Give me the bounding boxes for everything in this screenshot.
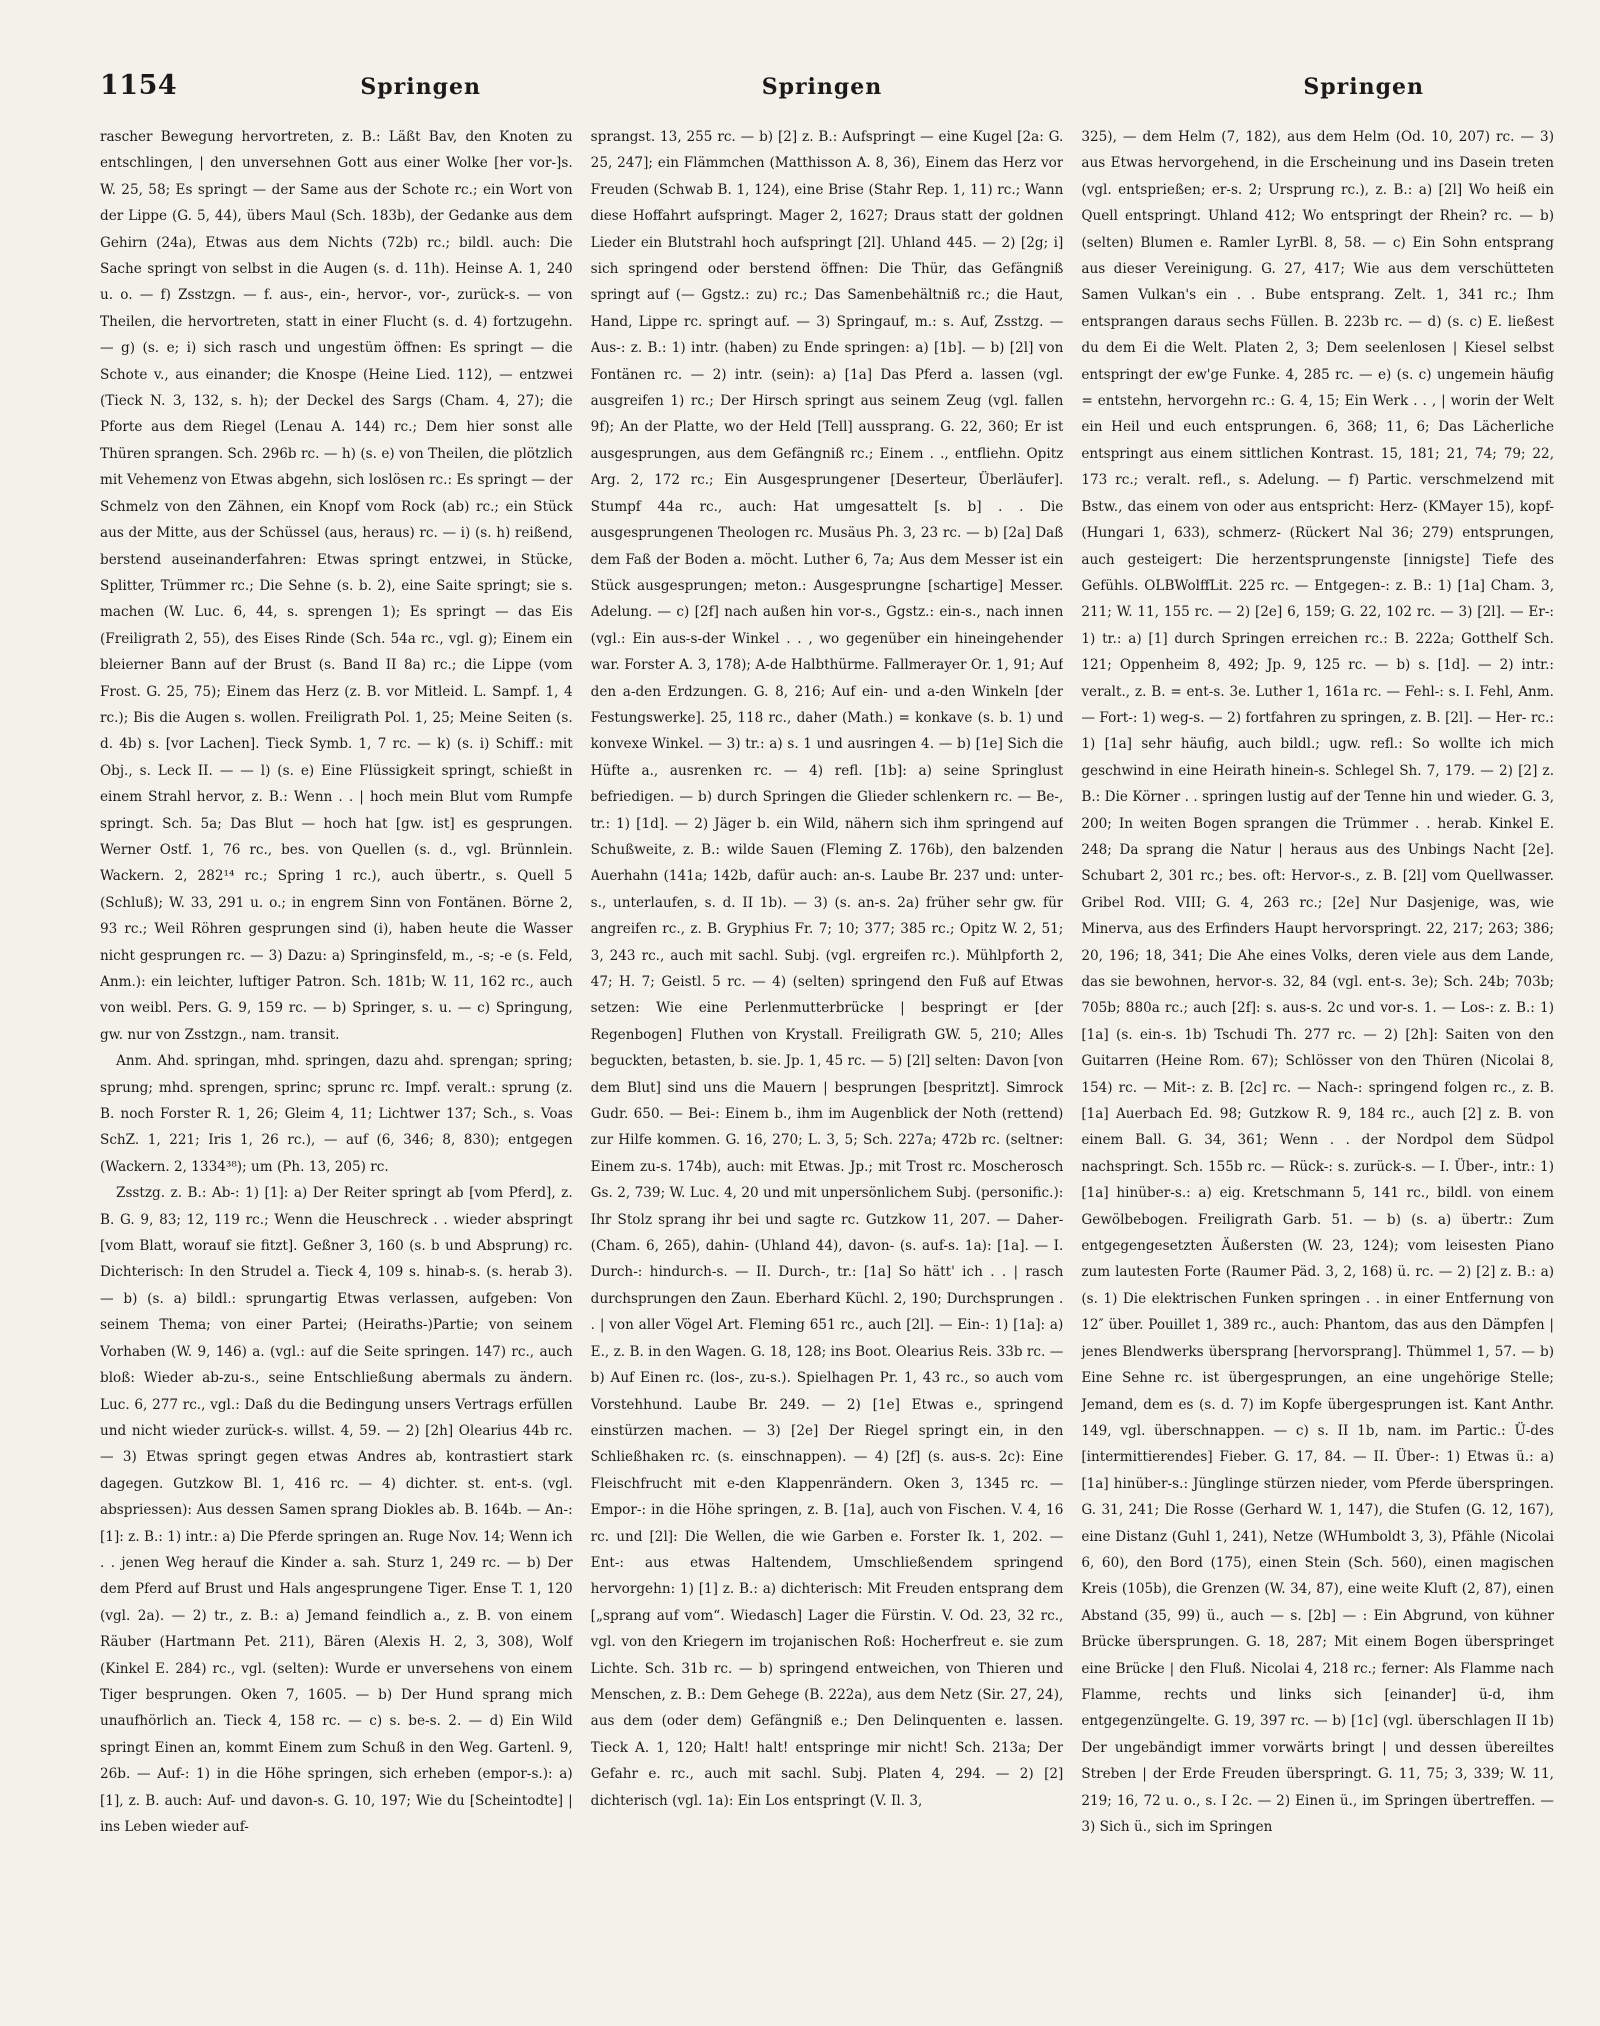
running-head-right: Springen: [1303, 74, 1424, 100]
running-head-center: Springen: [761, 74, 883, 100]
page-header: [100, 70, 1554, 110]
entry-paragraph: Anm. Ahd. springan, mhd. springen, dazu ahd. sprengan; spring; sprung; mhd. sprengen, sprinc; sprunc rc. Impf. veralt.: sprung (z. B. noch Forster R. 1, 26; Gleim 4, 11; Lichtwer 137; Sch., s. Voas SchZ. 1, 221; Iris 1, 26 rc.), — auf (6, 346; 8, 830); entgegen (Wackern. 2, 1334³⁸); um (Ph. 13, 205) rc.: [100, 1053, 573, 1175]
entry-paragraph: rascher Bewegung hervortreten, z. B.: Läßt Bav, den Knoten zu entschlingen, | den unversehnen Gott aus einer Wolke [her vor-]s. W. 25, 58; Es springt — der Same aus der Schote rc.; ein Wort von der Lippe (G. 5, 44), übers Maul (Sch. 183b), der Gedanke aus dem Gehirn (24a), Etwas aus dem Nichts (72b) rc.; bildl. auch: Die Sache springt von selbst in die Augen (s. d. 11h). Heinse A. 1, 240 u. o. — f) Zsstzgn. — f. aus-, ein-, hervor-, vor-, zurück-s. — von Theilen, die hervortreten, statt in einer Flucht (s. d. 4) fortzugehn. — g) (s. e; i) sich rasch und ungestüm öffnen: Es springt — die Schote v., aus einander; die Knospe (Heine Lied. 112), — entzwei (Tieck N. 3, 132, s. h); der Deckel des Sargs (Cham. 4, 27); die Pforte aus dem Riegel (Lenau A. 144) rc.; Dem hier sonst alle Thüren sprangen. Sch. 296b rc. — h) (s. e) von Theilen, die plötzlich mit Vehemenz von Etwas abgehn, sich loslösen rc.: Es springt — der Schmelz von den Zähnen, ein Knopf vom Rock (ab) rc.; ein Stück aus der Mitte, aus der Schüssel (aus, heraus) rc. — i) (s. h) reißend, berstend auseinanderfahren: Etwas springt entzwei, in Stücke, Splitter, Trümmer rc.; Die Sehne (s. b. 2), eine Saite springt; sie s. machen (W. Luc. 6, 44, s. sprengen 1); Es springt — das Eis (Freiligrath 2, 55), des Eises Rinde (Sch. 54a rc., vgl. g); Einem ein bleierner Bann auf der Brust (s. Band II 8a) rc.; die Lippe (vom Frost. G. 25, 75); Einem das Herz (z. B. vor Mitleid. L. Sampf. 1, 4 rc.); Bis die Augen s. wollen. Freiligrath Pol. 1, 25; Meine Seiten (s. d. 4b) s. [vor Lachen]. Tieck Symb. 1, 7 rc. — k) (s. i) Schiff.: mit Obj., s. Leck II. — — l) (s. e) Eine Flüssigkeit springt, schießt in einem Strahl hervor, z. B.: Wenn . . | hoch mein Blut vom Rumpfe springt. Sch. 5a; Das Blut — hoch hat [gw. ist] es gesprungen. Werner Ostf. 1, 76 rc., bes. von Quellen (s. d., vgl. Brünnlein. Wackern. 2, 282¹⁴ rc.; Spring 1 rc.), auch übertr., s. Quell 5 (Schluß); W. 33, 291 u. o.; in engrem Sinn von Fontänen. Börne 2, 93 rc.; Weil Röhren gesprungen sind (i), haben heute die Wasser nicht gesprungen rc. — 3) Dazu: a) Springinsfeld, m., -s; -e (s. Feld, Anm.): ein leichter, luftiger Patron. Sch. 181b; W. 11, 162 rc., auch von weibl. Pers. G. 9, 159 rc. — b) Springer, s. u. — c) Springung, gw. nur von Zsstzgn., nam. transit.: [100, 129, 573, 1043]
column-middle: [591, 124, 1064, 2024]
page-number: 1154: [100, 70, 178, 101]
running-head-left: Springen: [360, 74, 481, 100]
entry-paragraph: Zsstzg. z. B.: Ab-: 1) [1]: a) Der Reiter springt ab [vom Pferd], z. B. G. 9, 83; 12, 119 rc.; Wenn die Heuschreck . . wieder abspringt [vom Blatt, worauf sie fitzt]. Geßner 3, 160 (s. b und Absprung) rc. Dichterisch: In den Strudel a. Tieck 4, 109 s. hinab-s. (s. herab 3). — b) (s. a) bildl.: sprungartig Etwas verlassen, aufgeben: Von seinem Thema; von einer Partei; (Heiraths-)Partie; von seinem Vorhaben (W. 9, 146) a. (vgl.: auf die Seite springen. 147) rc., auch bloß: Wieder ab-zu-s., seine Entschließung abermals zu ändern. Luc. 6, 277 rc., vgl.: Daß du die Bedingung unsers Vertrags erfüllen und nicht wieder zurück-s. willst. 4, 59. — 2) [2h] Olearius 44b rc. — 3) Etwas springt gegen etwas Andres ab, kontrastiert stark dagegen. Gutzkow Bl. 1, 416 rc. — 4) dichter. st. ent-s. (vgl. abspriessen): Aus dessen Samen sprang Diokles ab. B. 164b. — An-: [1]: z. B.: 1) intr.: a) Die Pferde springen an. Ruge Nov. 14; Wenn ich . . jenen Weg herauf die Kinder a. sah. Sturz 1, 249 rc. — b) Der dem Pferd auf Brust und Hals angesprungene Tiger. Ense T. 1, 120 (vgl. 2a). — 2) tr., z. B.: a) Jemand feindlich a., z. B. von einem Räuber (Hartmann Pet. 211), Bären (Alexis H. 2, 3, 308), Wolf (Kinkel E. 284) rc., vgl. (selten): Wurde er unversehens von einem Tiger besprungen. Oken 7, 1605. — b) Der Hund sprang mich unaufhörlich an. Tieck 4, 158 rc. — c) s. be-s. 2. — d) Ein Wild springt Einen an, kommt Einem zum Schuß in den Weg. Gartenl. 9, 26b. — Auf-: 1) in die Höhe springen, sich erheben (empor-s.): a) [1], z. B. auch: Auf- und davon-s. G. 10, 197; Wie du [Scheintodte] | ins Leben wieder auf-: [100, 1185, 573, 1835]
text-columns: [100, 124, 1554, 2024]
column-right: [1081, 124, 1554, 2024]
entry-paragraph: 325), — dem Helm (7, 182), aus dem Helm (Od. 10, 207) rc. — 3) aus Etwas hervorgehend, in die Erscheinung und ins Dasein treten (vgl. entsprießen; er-s. 2; Ursprung rc.), z. B.: a) [2l] Wo heiß ein Quell entspringt. Uhland 412; Wo entspringt der Rhein? rc. — b) (selten) Blumen e. Ramler LyrBl. 8, 58. — c) Ein Sohn entsprang aus dieser Vereinigung. G. 27, 417; Wie aus dem verschütteten Samen Vulkan's ein . . Bube entsprang. Zelt. 1, 341 rc.; Ihm entsprangen daraus sechs Füllen. B. 223b rc. — d) (s. c) E. ließest du dem Ei die Welt. Platen 2, 3; Dem seelenlosen | Kiesel selbst entspringt der ew'ge Funke. 4, 285 rc. — e) (s. c) ungemein häufig = entstehn, hervorgehn rc.: G. 4, 15; Ein Werk . . , | worin der Welt ein Heil und euch entsprungen. 6, 368; 11, 6; Das Lächerliche entspringt aus einem sittlichen Kontrast. 15, 181; 21, 74; 79; 22, 173 rc.; veralt. refl., s. Adelung. — f) Partic. verschmelzend mit Bstw., das einem von oder aus entspricht: Herz- (KMayer 15), kopf- (Hungari 1, 633), schmerz- (Rückert Nal 36; 279) entsprungen, auch gesteigert: Die herzentsprungenste [innigste] Tiefe des Gefühls. OLBWolffLit. 225 rc. — Entgegen-: z. B.: 1) [1a] Cham. 3, 211; W. 11, 155 rc. — 2) [2e] 6, 159; G. 22, 102 rc. — 3) [2l]. — Er-: 1) tr.: a) [1] durch Springen erreichen rc.: B. 222a; Gotthelf Sch. 121; Oppenheim 8, 492; Jp. 9, 125 rc. — b) s. [1d]. — 2) intr.: veralt., z. B. = ent-s. 3e. Luther 1, 161a rc. — Fehl-: s. I. Fehl, Anm. — Fort-: 1) weg-s. — 2) fortfahren zu springen, z. B. [2l]. — Her- rc.: 1) [1a] sehr häufig, auch bildl.; ugw. refl.: So wollte ich mich geschwind in eine Heirath hinein-s. Schlegel Sh. 7, 179. — 2) [2] z. B.: Die Körner . . springen lustig auf der Tenne hin und wieder. G. 3, 200; In weiten Bogen sprangen die Trümmer . . herab. Kinkel E. 248; Da sprang die Natur | heraus aus des Unbings Nacht [2e]. Schubart 2, 301 rc.; bes. oft: Hervor-s., z. B. [2l] vom Quellwasser. Gribel Rod. VIII; G. 4, 263 rc.; [2e] Nur Dasjenige, was, wie Minerva, aus des Erfinders Haupt hervorspringt. 22, 217; 263; 386; 20, 196; 18, 341; Die Ahe eines Volks, deren viele aus dem Lande, das sie bewohnen, hervor-s. 32, 84 (vgl. ent-s. 3e); Sch. 24b; 703b; 705b; 880a rc.; auch [2f]: s. aus-s. 2c und vor-s. 1. — Los-: z. B.: 1) [1a] (s. ein-s. 1b) Tschudi Th. 277 rc. — 2) [2h]: Saiten von den Guitarren (Heine Rom. 67); Schlösser von den Thüren (Nicolai 8, 154) rc. — Mit-: z. B. [2c] rc. — Nach-: springend folgen rc., z. B. [1a] Auerbach Ed. 98; Gutzkow R. 9, 184 rc., auch [2] z. B. von einem Ball. G. 34, 361; Wenn . . der Nordpol dem Südpol nachspringt. Sch. 155b rc. — Rück-: s. zurück-s. — I. Über-, intr.: 1) [1a] hinüber-s.: a) eig. Kretschmann 5, 141 rc., bildl. von einem Gewölbebogen. Freiligrath Garb. 51. — b) (s. a) übertr.: Zum entgegengesetzten Äußersten (W. 23, 124); vom leisesten Piano zum lautesten Forte (Raumer Päd. 3, 2, 168) ü. rc. — 2) [2] z. B.: a) (s. 1) Die elektrischen Funken springen . . in einer Entfernung von 12″ über. Pouillet 1, 389 rc., auch: Phantom, das aus den Dämpfen | jenes Blendwerks übersprang [hervorsprang]. Thümmel 1, 57. — b) Eine Sehne rc. ist übergesprungen, an eine ungehörige Stelle; Jemand, dem es (s. d. 7) im Kopfe übergesprungen ist. Kant Anthr. 149, vgl. überschnappen. — c) s. II 1b, nam. im Partic.: Ü-des [intermittierendes] Fieber. G. 17, 84. — II. Über-: 1) Etwas ü.: a) [1a] hinüber-s.: Jünglinge stürzen nieder, vom Pferde überspringen. G. 31, 241; Die Rosse (Gerhard W. 1, 147), die Stufen (G. 12, 167), eine Distanz (Guhl 1, 241), Netze (WHumboldt 3, 3), Pfähle (Nicolai 6, 60), den Bord (175), einen Stein (Sch. 560), einen magischen Kreis (105b), die Grenzen (W. 34, 87), eine weite Kluft (2, 87), einen Abstand (35, 99) ü., auch — s. [2b] — : Ein Abgrund, von kühner Brücke übersprungen. G. 18, 287; Mit einem Bogen überspringet eine Brücke | den Fluß. Nicolai 4, 218 rc.; ferner: Als Flamme nach Flamme, rechts und links sich [einander] ü-d, ihm entgegenzüngelte. G. 19, 397 rc. — b) [1c] (vgl. überschlagen II 1b) Der ungebändigt immer vorwärts bringt | und dessen übereiltes Streben | der Erde Freuden überspringt. G. 11, 75; 3, 339; W. 11, 219; 16, 72 u. o., s. I 2c. — 2) Einen ü., im Springen übertreffen. — 3) Sich ü., sich im Springen: [1081, 129, 1555, 1835]
column-left: [100, 124, 573, 2024]
entry-paragraph: sprangst. 13, 255 rc. — b) [2] z. B.: Aufspringt — eine Kugel [2a: G. 25, 247]; ein Flämmchen (Matthisson A. 8, 36), Einem das Herz vor Freuden (Schwab B. 1, 124), eine Brise (Stahr Rep. 1, 11) rc.; Wann diese Hoffahrt aufspringt. Mager 2, 1627; Draus statt der goldnen Lieder ein Blutstrahl hoch aufspringt [2l]. Uhland 445. — 2) [2g; i] sich springend oder berstend öffnen: Die Thür, das Gefängniß springt auf (— Ggstz.: zu) rc.; Das Samenbehältniß rc.; die Haut, Hand, Lippe rc. springt auf. — 3) Springauf, m.: s. Auf, Zsstzg. — Aus-: z. B.: 1) intr. (haben) zu Ende springen: a) [1b]. — b) [2l] von Fontänen rc. — 2) intr. (sein): a) [1a] Das Pferd a. lassen (vgl. ausgreifen 1) rc.; Der Hirsch springt aus seinem Zeug (vgl. fallen 9f); An der Platte, wo der Held [Tell] aussprang. G. 22, 360; Er ist ausgesprungen, aus dem Gefängniß rc.; Einem . ., entfliehn. Opitz Arg. 2, 172 rc.; Ein Ausgesprungener [Deserteur, Überläufer]. Stumpf 44a rc., auch: Hat umgesattelt [s. b] . . Die ausgesprungenen Theologen rc. Musäus Ph. 3, 23 rc. — b) [2a] Daß dem Faß der Boden a. möcht. Luther 6, 7a; Aus dem Messer ist ein Stück ausgesprungen; meton.: Ausgesprungne [schartige] Messer. Adelung. — c) [2f] nach außen hin vor-s., Ggstz.: ein-s., nach innen (vgl.: Ein aus-s-der Winkel . . , wo gegenüber ein hineingehender war. Forster A. 3, 178); A-de Halbthürme. Fallmerayer Or. 1, 91; Auf den a-den Erdzungen. G. 8, 216; Auf ein- und a-den Winkeln [der Festungswerke]. 25, 118 rc., daher (Math.) = konkave (s. b. 1) und konvexe Winkel. — 3) tr.: a) s. 1 und ausringen 4. — b) [1e] Sich die Hüfte a., ausrenken rc. — 4) refl. [1b]: a) seine Springlust befriedigen. — b) durch Springen die Glieder schlenkern rc. — Be-, tr.: 1) [1d]. — 2) Jäger b. ein Wild, nähern sich ihm springend auf Schußweite, z. B.: wilde Sauen (Fleming Z. 176b), den balzenden Auerhahn (141a; 142b, dafür auch: an-s. Laube Br. 237 und: unter-s., unterlaufen, s. d. II 1b). — 3) (s. an-s. 2a) früher sehr gw. für angreifen rc., z. B. Gryphius Fr. 7; 10; 377; 385 rc.; Opitz W. 2, 51; 3, 243 rc., auch mit sachl. Subj. (vgl. ergreifen rc.). Mühlpforth 2, 47; H. 7; Geistl. 5 rc. — 4) (selten) springend den Fuß auf Etwas setzen: Wie eine Perlenmutterbrücke | bespringt er [der Regenbogen] Fluthen von Krystall. Freiligrath GW. 5, 210; Alles beguckten, betasten, b. sie. Jp. 1, 45 rc. — 5) [2l] selten: Davon [von dem Blut] sind uns die Mauern | besprungen [bespritzt]. Simrock Gudr. 650. — Bei-: Einem b., ihm im Augenblick der Noth (rettend) zur Hilfe kommen. G. 16, 270; L. 3, 5; Sch. 227a; 472b rc. (seltner: Einem zu-s. 174b), auch: mit Etwas. Jp.; mit Trost rc. Moscherosch Gs. 2, 739; W. Luc. 4, 20 und mit unpersönlichem Subj. (personific.): Ihr Stolz sprang ihr bei und sagte rc. Gutzkow 11, 207. — Daher- (Cham. 6, 265), dahin- (Uhland 44), davon- (s. auf-s. 1a): [1a]. — I. Durch-: hindurch-s. — II. Durch-, tr.: [1a] So hätt' ich . . | rasch durchsprungen den Zaun. Eberhard Küchl. 2, 190; Durchsprungen . . | von aller Vögel Art. Fleming 651 rc., auch [2l]. — Ein-: 1) [1a]: a) E., z. B. in den Wagen. G. 18, 128; ins Boot. Olearius Reis. 33b rc. — b) Auf Einen rc. (los-, zu-s.). Spielhagen Pr. 1, 43 rc., so auch vom Vorstehhund. Laube Br. 249. — 2) [1e] Etwas e., springend einstürzen machen. — 3) [2e] Der Riegel springt ein, in den Schließhaken rc. (s. einschnappen). — 4) [2f] (s. aus-s. 2c): Eine Fleischfrucht mit e-den Klappenrändern. Oken 3, 1345 rc. — Empor-: in die Höhe springen, z. B. [1a], auch von Fischen. V. 4, 16 rc. und [2l]: Die Wellen, die wie Garben e. Forster Ik. 1, 202. — Ent-: aus etwas Haltendem, Umschließendem springend hervorgehn: 1) [1] z. B.: a) dichterisch: Mit Freuden entsprang dem [„sprang auf vom“. Wiedasch] Lager die Fürstin. V. Od. 23, 32 rc., vgl. von den Kriegern im trojanischen Roß: Hocherfreut e. sie zum Lichte. Sch. 31b rc. — b) springend entweichen, von Thieren und Menschen, z. B.: Dem Gehege (B. 222a), aus dem Netz (Sir. 27, 24), aus dem (oder dem) Gefängniß e.; Den Delinquenten e. lassen. Tieck A. 1, 120; Halt! halt! entspringe mir nicht! Sch. 213a; Der Gefahr e. rc., auch mit sachl. Subj. Platen 4, 294. — 2) [2] dichterisch (vgl. 1a): Ein Los entspringt (V. Il. 3,: [590, 129, 1064, 1809]
